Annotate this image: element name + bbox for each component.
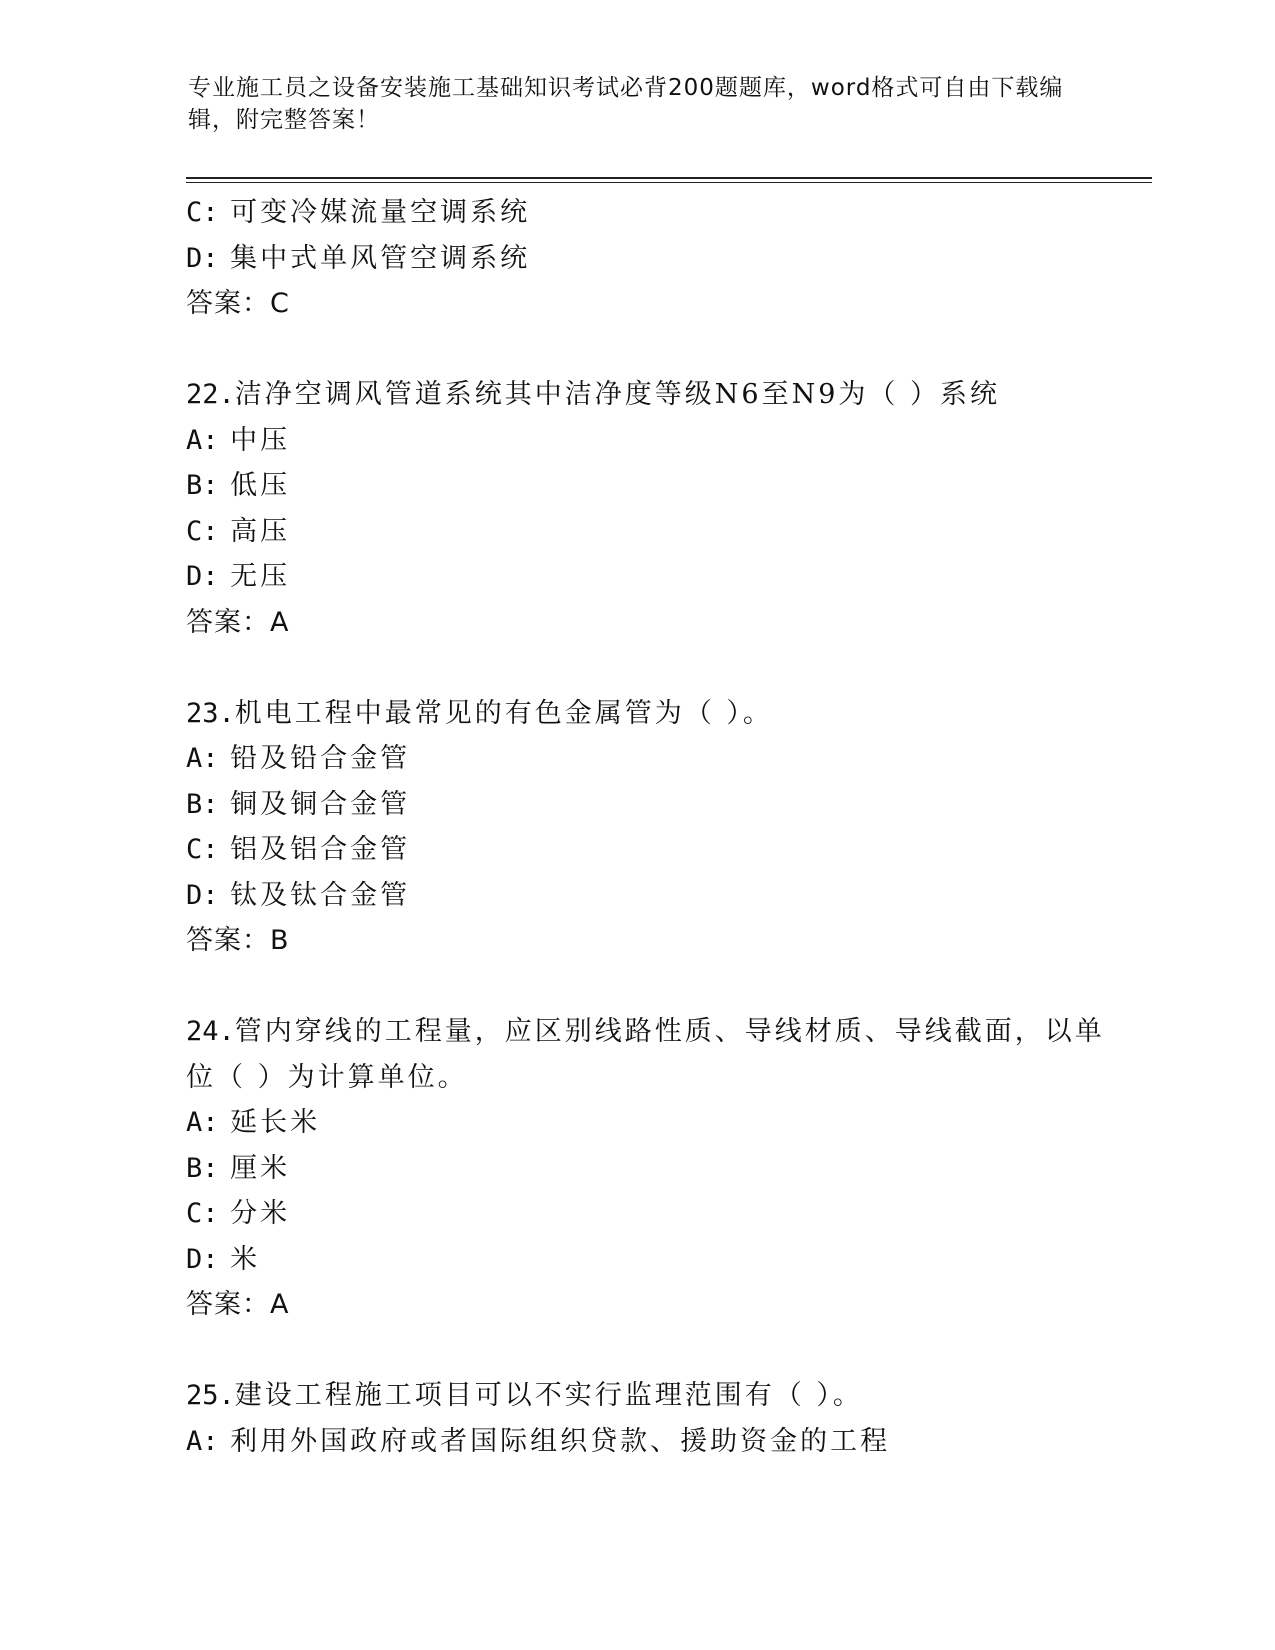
q22-option-a: A: 中压 [186,424,291,456]
q21-answer: 答案：C [186,288,290,319]
q25-stem: 25.建设工程施工项目可以不实行监理范围有（ ）。 [186,1380,863,1411]
q23-option-d: D: 钛及钛合金管 [186,879,411,911]
header-rule-thin [186,182,1152,183]
q24-stem-line-2: 位（ ）为计算单位。 [186,1061,468,1093]
q22-option-c: C: 高压 [186,515,291,547]
q23-option-a: A: 铅及铅合金管 [186,743,411,774]
q24-option-d: D: 米 [186,1243,261,1275]
q24-option-c: C: 分米 [186,1198,291,1229]
q22-stem: 22.洁净空调风管道系统其中洁净度等级N6至N9为（ ）系统 [186,379,1000,410]
q21-option-d: D: 集中式单风管空调系统 [186,242,531,274]
q21-option-c: C: 可变冷媒流量空调系统 [186,197,531,228]
q24-answer: 答案：A [186,1289,290,1320]
q24-option-b: B: 厘米 [186,1152,291,1184]
q23-answer: 答案：B [186,925,290,956]
q23-stem: 23.机电工程中最常见的有色金属管为（ ）。 [186,697,773,729]
q23-option-c: C: 铝及铝合金管 [186,834,411,865]
q23-option-b: B: 铜及铜合金管 [186,788,411,820]
q22-option-d: D: 无压 [186,561,291,592]
q25-option-a: A: 利用外国政府或者国际组织贷款、援助资金的工程 [186,1425,891,1457]
q24-option-a: A: 延长米 [186,1107,321,1138]
header-rule-thick [186,177,1152,179]
q22-answer: 答案：A [186,606,290,638]
q24-stem-line-1: 24.管内穿线的工程量，应区别线路性质、导线材质、导线截面，以单 [186,1016,1105,1047]
question-list [186,190,1146,1464]
q22-option-b: B: 低压 [186,470,291,501]
document-header: 专业施工员之设备安装施工基础知识考试必背200题题库，word格式可自由下载编辑，附完整答案！ [188,75,1064,133]
